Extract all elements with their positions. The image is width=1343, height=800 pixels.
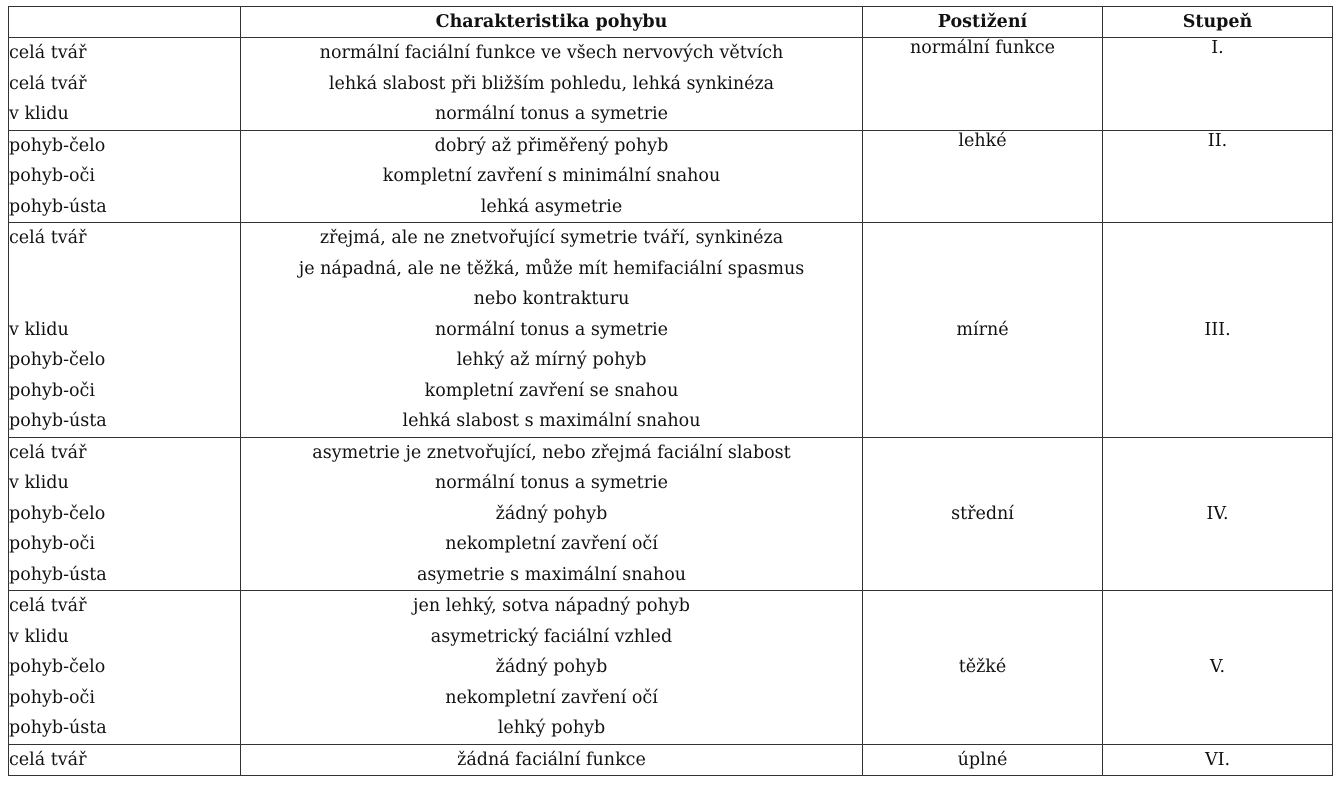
table-row <box>9 38 1333 69</box>
body-part-cell: pohyb-ústa <box>9 406 241 437</box>
body-part-cell: pohyb-čelo <box>9 345 241 376</box>
degree-cell: IV. <box>1103 437 1333 591</box>
characteristic-cell: žádný pohyb <box>241 652 863 683</box>
body-part-cell <box>9 284 241 315</box>
body-part-cell: v klidu <box>9 99 241 130</box>
characteristic-cell: normální tonus a symetrie <box>241 315 863 346</box>
impairment-cell: normální funkce <box>863 38 1103 131</box>
impairment-cell: lehké <box>863 130 1103 223</box>
characteristic-cell: jen lehký, sotva nápadný pohyb <box>241 591 863 622</box>
header-characteristic: Charakteristika pohybu <box>241 7 863 38</box>
degree-cell: VI. <box>1103 744 1333 776</box>
characteristic-cell: asymetrie s maximální snahou <box>241 560 863 591</box>
characteristic-cell: nekompletní zavření očí <box>241 529 863 560</box>
characteristic-cell: lehký až mírný pohyb <box>241 345 863 376</box>
body-part-cell: pohyb-ústa <box>9 192 241 223</box>
characteristic-cell: asymetrický faciální vzhled <box>241 622 863 653</box>
table-row <box>9 130 1333 161</box>
header-part <box>9 7 241 38</box>
table-row <box>9 223 1333 254</box>
header-degree: Stupeň <box>1103 7 1333 38</box>
degree-cell: I. <box>1103 38 1333 131</box>
degree-cell: II. <box>1103 130 1333 223</box>
characteristic-cell: je nápadná, ale ne těžká, může mít hemifaciální spasmus <box>241 254 863 285</box>
body-part-cell: pohyb-čelo <box>9 499 241 530</box>
impairment-cell: úplné <box>863 744 1103 776</box>
body-part-cell: pohyb-ústa <box>9 713 241 744</box>
body-part-cell: pohyb-čelo <box>9 130 241 161</box>
body-part-cell: pohyb-oči <box>9 683 241 714</box>
impairment-cell: střední <box>863 437 1103 591</box>
body-part-cell <box>9 254 241 285</box>
characteristic-cell: lehká slabost při bližším pohledu, lehká synkinéza <box>241 69 863 100</box>
body-part-cell: pohyb-oči <box>9 529 241 560</box>
characteristic-cell: žádná faciální funkce <box>241 744 863 776</box>
impairment-cell: mírné <box>863 223 1103 438</box>
body-part-cell: v klidu <box>9 468 241 499</box>
characteristic-cell: kompletní zavření s minimální snahou <box>241 161 863 192</box>
grading-table-container <box>8 6 1332 776</box>
characteristic-cell: kompletní zavření se snahou <box>241 376 863 407</box>
characteristic-cell: nebo kontrakturu <box>241 284 863 315</box>
body-part-cell: v klidu <box>9 622 241 653</box>
body-part-cell: pohyb-ústa <box>9 560 241 591</box>
body-part-cell: celá tvář <box>9 437 241 468</box>
body-part-cell: celá tvář <box>9 744 241 776</box>
header-impairment: Postižení <box>863 7 1103 38</box>
degree-cell: V. <box>1103 591 1333 745</box>
body-part-cell: v klidu <box>9 315 241 346</box>
characteristic-cell: žádný pohyb <box>241 499 863 530</box>
body-part-cell: pohyb-čelo <box>9 652 241 683</box>
characteristic-cell: lehká asymetrie <box>241 192 863 223</box>
table-row <box>9 437 1333 468</box>
characteristic-cell: dobrý až přiměřený pohyb <box>241 130 863 161</box>
characteristic-cell: zřejmá, ale ne znetvořující symetrie tváří, synkinéza <box>241 223 863 254</box>
degree-cell: III. <box>1103 223 1333 438</box>
table-body <box>9 38 1333 776</box>
header-row <box>9 7 1333 38</box>
body-part-cell: celá tvář <box>9 69 241 100</box>
characteristic-cell: normální tonus a symetrie <box>241 468 863 499</box>
body-part-cell: pohyb-oči <box>9 161 241 192</box>
body-part-cell: celá tvář <box>9 223 241 254</box>
table-row <box>9 744 1333 776</box>
table-row <box>9 591 1333 622</box>
impairment-cell: těžké <box>863 591 1103 745</box>
body-part-cell: celá tvář <box>9 38 241 69</box>
facial-grading-table <box>8 6 1333 776</box>
characteristic-cell: asymetrie je znetvořující, nebo zřejmá faciální slabost <box>241 437 863 468</box>
characteristic-cell: normální tonus a symetrie <box>241 99 863 130</box>
characteristic-cell: lehká slabost s maximální snahou <box>241 406 863 437</box>
body-part-cell: celá tvář <box>9 591 241 622</box>
characteristic-cell: nekompletní zavření očí <box>241 683 863 714</box>
characteristic-cell: lehký pohyb <box>241 713 863 744</box>
characteristic-cell: normální faciální funkce ve všech nervových větvích <box>241 38 863 69</box>
body-part-cell: pohyb-oči <box>9 376 241 407</box>
table-header <box>9 7 1333 38</box>
